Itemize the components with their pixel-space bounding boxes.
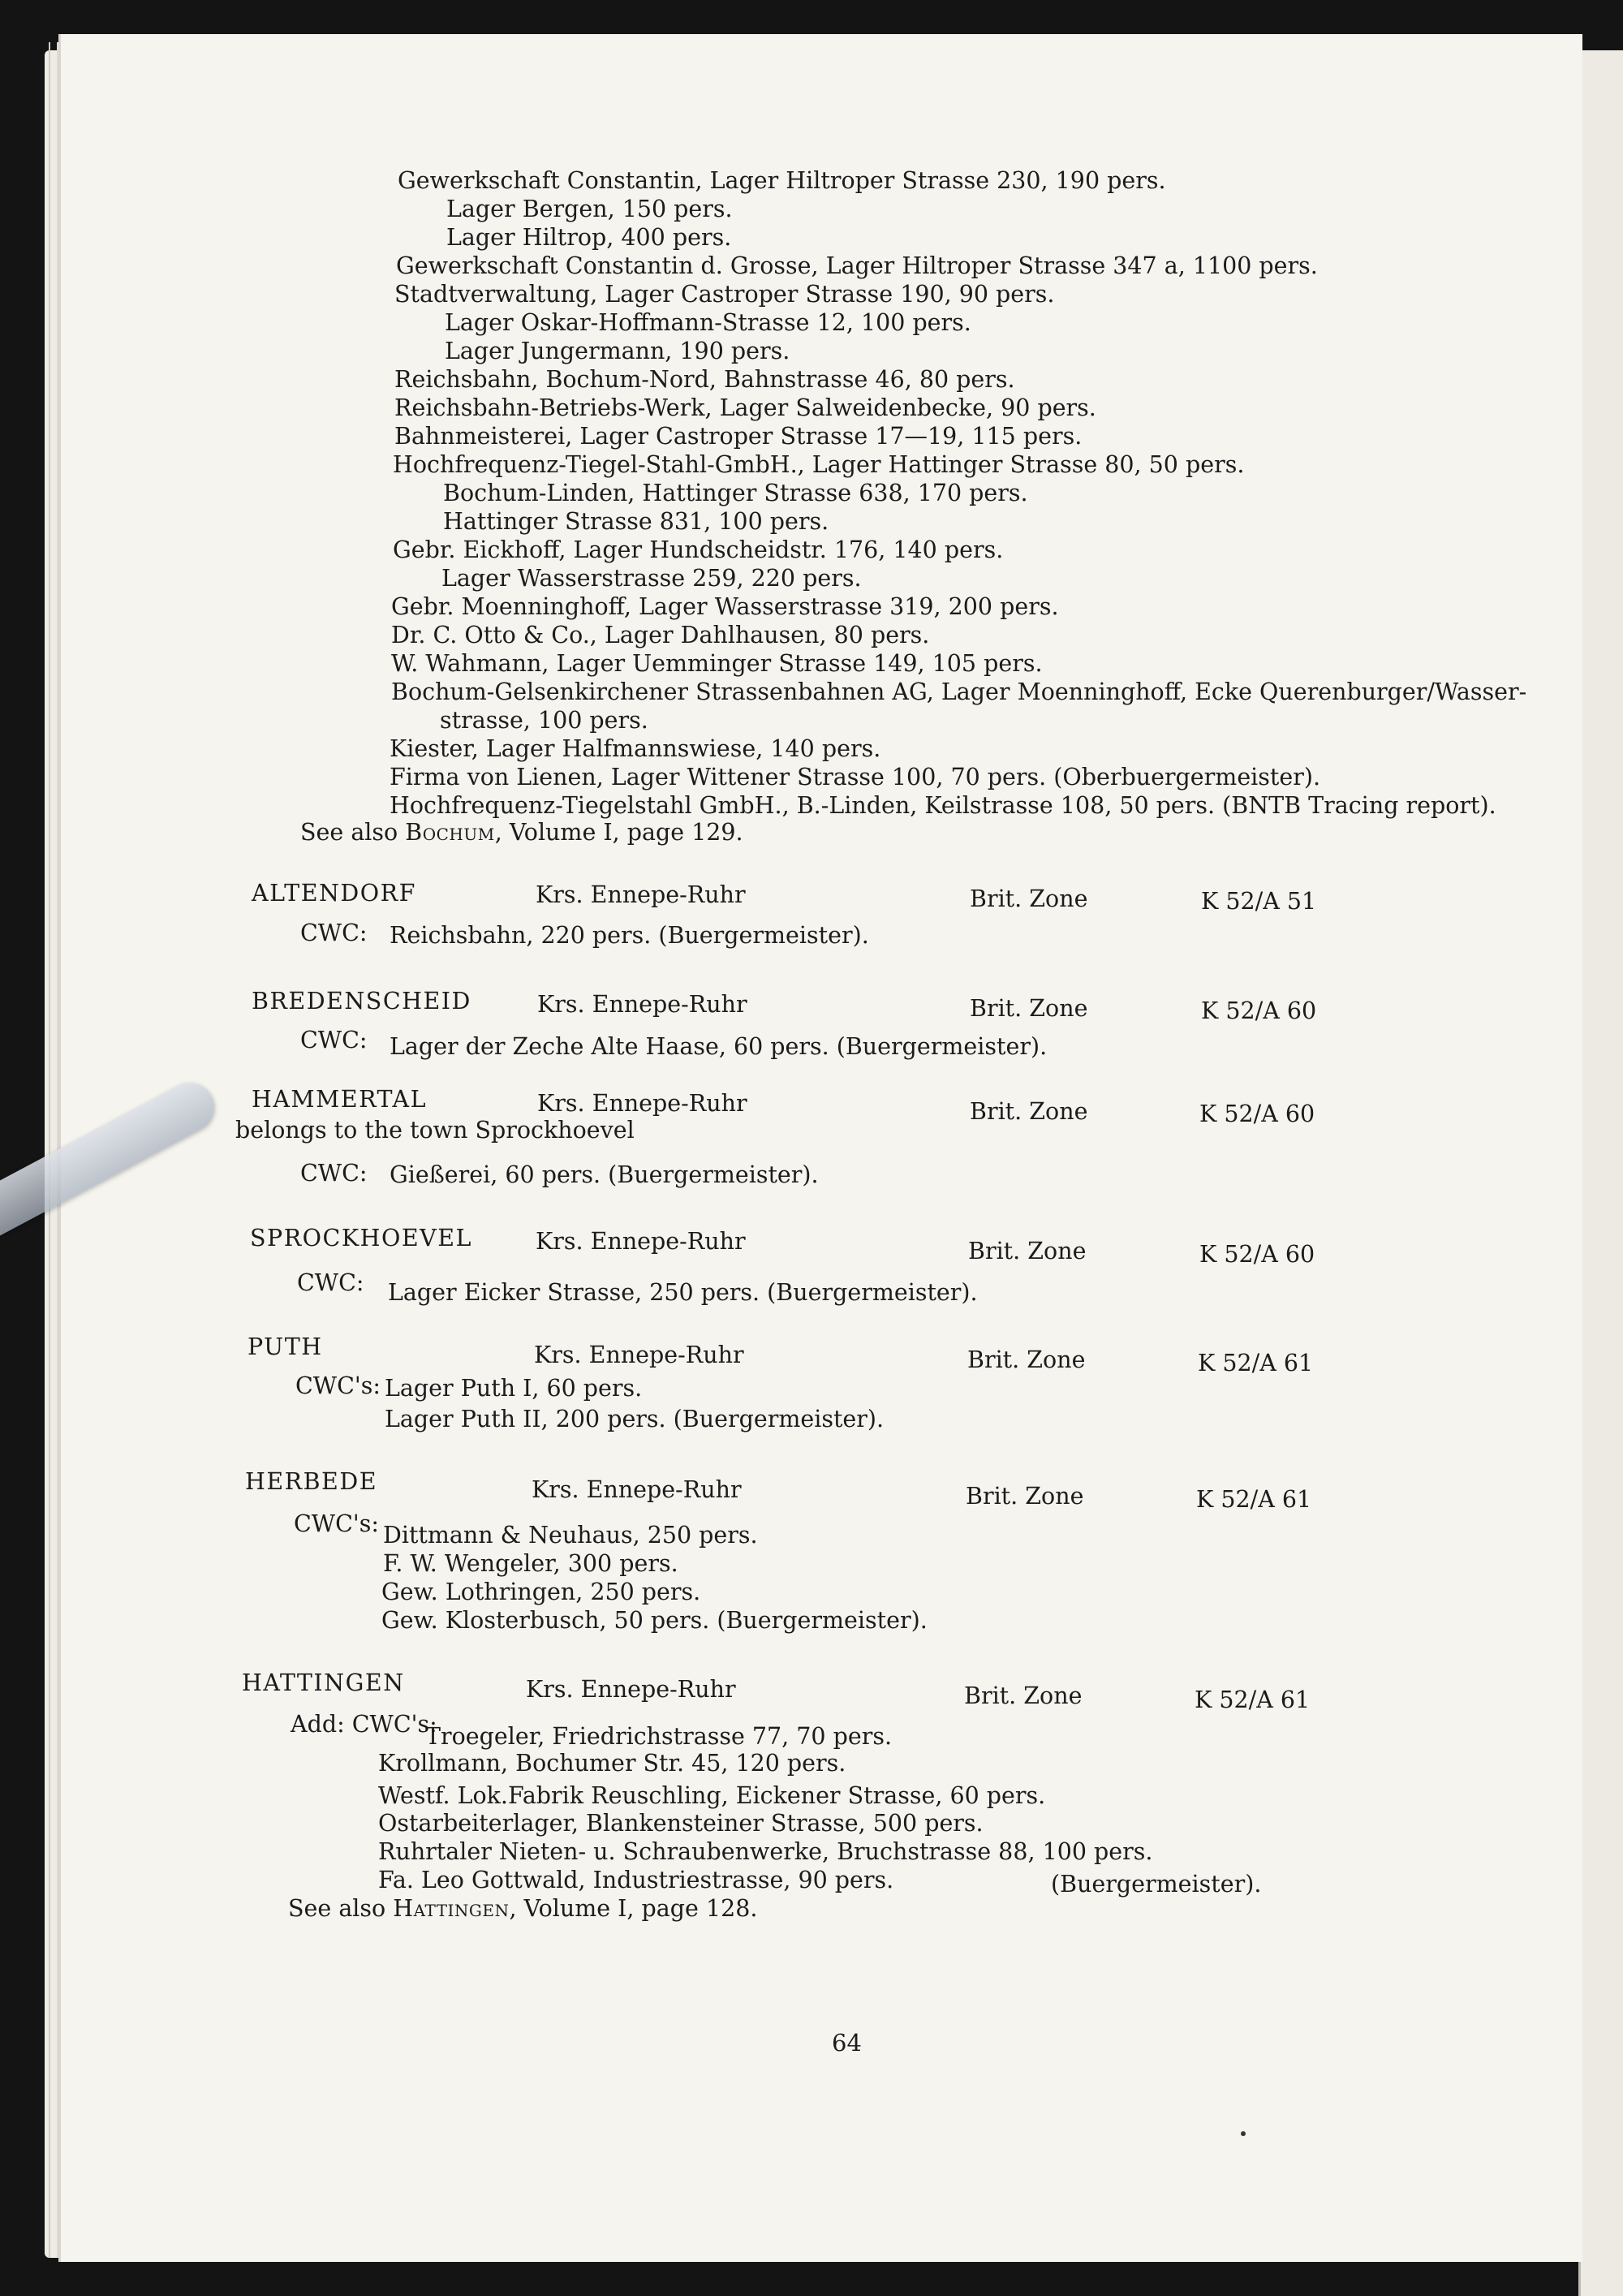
entry-district: Krs. Ennepe-Ruhr — [526, 1676, 736, 1703]
list-item: strasse, 100 pers. — [440, 707, 648, 734]
entry-place: HATTINGEN — [242, 1669, 405, 1696]
list-item: Lager Jungermann, 190 pers. — [445, 338, 790, 364]
entry-line: Fa. Leo Gottwald, Industriestrasse, 90 pers. — [378, 1867, 894, 1893]
entry-label: CWC's: — [295, 1372, 381, 1399]
entry-district: Krs. Ennepe-Ruhr — [534, 1342, 744, 1368]
entry-ref: K 52/A 61 — [1196, 1486, 1312, 1513]
list-item: Hattinger Strasse 831, 100 pers. — [443, 508, 829, 535]
entry-place: BREDENSCHEID — [252, 988, 471, 1014]
list-item: Reichsbahn, Bochum-Nord, Bahnstrasse 46, 80 pers. — [394, 366, 1015, 393]
entry-line: Troegeler, Friedrichstrasse 77, 70 pers. — [425, 1723, 893, 1750]
see-also-note: See also Hattingen, Volume I, page 128. — [288, 1895, 758, 1922]
list-item: Lager Wasserstrasse 259, 220 pers. — [441, 565, 862, 592]
list-item: W. Wahmann, Lager Uemminger Strasse 149, 105 pers. — [391, 650, 1043, 677]
entry-line: Reichsbahn, 220 pers. (Buergermeister). — [390, 922, 869, 949]
entry-line: F. W. Wengeler, 300 pers. — [383, 1550, 678, 1577]
entry-district: Krs. Ennepe-Ruhr — [537, 991, 747, 1018]
entry-place: HERBEDE — [245, 1468, 378, 1495]
entry-zone: Brit. Zone — [970, 995, 1088, 1022]
see-also-place: Bochum — [405, 819, 495, 846]
list-item: Lager Hiltrop, 400 pers. — [446, 224, 732, 251]
entry-line: Lager der Zeche Alte Haase, 60 pers. (Buergermeister). — [390, 1033, 1048, 1060]
list-item: Firma von Lienen, Lager Wittener Strasse 100, 70 pers. (Oberbuergermeister). — [390, 764, 1321, 790]
entry-place: SPROCKHOEVEL — [250, 1225, 472, 1251]
list-item: Stadtverwaltung, Lager Castroper Strasse 190, 90 pers. — [394, 281, 1055, 308]
list-item: Gebr. Moenninghoff, Lager Wasserstrasse 319, 200 pers. — [391, 593, 1059, 620]
entry-place: HAMMERTAL — [252, 1086, 428, 1113]
entry-ref: K 52/A 61 — [1198, 1350, 1314, 1376]
see-also-place: Hattingen — [393, 1895, 510, 1922]
entry-district: Krs. Ennepe-Ruhr — [537, 1090, 747, 1117]
entry-ref: K 52/A 60 — [1199, 1101, 1315, 1127]
entry-ref: K 52/A 51 — [1201, 888, 1317, 915]
list-item: Gewerkschaft Constantin d. Grosse, Lager Hiltroper Strasse 347 a, 1100 pers. — [396, 252, 1318, 279]
entry-line: Gießerei, 60 pers. (Buergermeister). — [390, 1161, 819, 1188]
entry-ref: K 52/A 60 — [1199, 1241, 1315, 1268]
entry-line: Ruhrtaler Nieten- u. Schraubenwerke, Bruchstrasse 88, 100 pers. — [378, 1838, 1153, 1865]
entry-label: CWC: — [300, 1027, 368, 1053]
page-number: 64 — [832, 2029, 862, 2057]
entry-line: Dittmann & Neuhaus, 250 pers. — [383, 1522, 758, 1549]
list-item: Bahnmeisterei, Lager Castroper Strasse 17—19, 115 pers. — [394, 423, 1083, 450]
entry-label: Add: CWC's: — [291, 1711, 437, 1738]
list-item: Kiester, Lager Halfmannswiese, 140 pers. — [390, 735, 881, 762]
entry-district: Krs. Ennepe-Ruhr — [532, 1476, 742, 1503]
list-item: Bochum-Gelsenkirchener Strassenbahnen AG, Lager Moenninghoff, Ecke Querenburger/Wasser- — [391, 678, 1527, 705]
entry-label: CWC: — [300, 920, 368, 946]
list-item: Lager Bergen, 150 pers. — [446, 196, 733, 222]
entry-label: CWC: — [300, 1160, 368, 1187]
entry-zone: Brit. Zone — [970, 1098, 1088, 1125]
entry-place: PUTH — [248, 1333, 323, 1360]
entry-line: Krollmann, Bochumer Str. 45, 120 pers. — [378, 1750, 846, 1777]
entry-line: Lager Puth I, 60 pers. — [385, 1375, 643, 1402]
entry-line: Lager Puth II, 200 pers. (Buergermeister). — [385, 1406, 885, 1432]
entry-label: CWC's: — [294, 1510, 379, 1537]
entry-line: Lager Eicker Strasse, 250 pers. (Buergermeister). — [388, 1279, 978, 1306]
entry-zone: Brit. Zone — [966, 1483, 1084, 1510]
entry-zone: Brit. Zone — [970, 885, 1088, 912]
list-item: Hochfrequenz-Tiegel-Stahl-GmbH., Lager Hattinger Strasse 80, 50 pers. — [393, 451, 1245, 478]
list-item: Lager Oskar-Hoffmann-Strasse 12, 100 pers. — [445, 309, 971, 336]
entry-ref: K 52/A 61 — [1195, 1686, 1311, 1713]
list-item: Reichsbahn-Betriebs-Werk, Lager Salweidenbecke, 90 pers. — [394, 394, 1096, 421]
entry-line-trailing: (Buergermeister). — [1051, 1871, 1262, 1898]
entry-zone: Brit. Zone — [968, 1238, 1087, 1264]
list-item: Hochfrequenz-Tiegelstahl GmbH., B.-Linden, Keilstrasse 108, 50 pers. (BNTB Tracing report). — [390, 792, 1496, 819]
list-item: Gewerkschaft Constantin, Lager Hiltroper Strasse 230, 190 pers. — [398, 167, 1166, 194]
entry-line: Gew. Klosterbusch, 50 pers. (Buergermeister). — [381, 1607, 928, 1634]
entry-note: belongs to the town Sprockhoevel — [235, 1117, 635, 1144]
entry-line: Gew. Lothringen, 250 pers. — [381, 1579, 701, 1605]
entry-place: ALTENDORF — [252, 880, 416, 907]
entry-line: Westf. Lok.Fabrik Reuschling, Eickener Strasse, 60 pers. — [378, 1782, 1046, 1809]
entry-district: Krs. Ennepe-Ruhr — [536, 1228, 746, 1255]
list-item: Gebr. Eickhoff, Lager Hundscheidstr. 176, 140 pers. — [393, 536, 1004, 563]
entry-zone: Brit. Zone — [964, 1682, 1083, 1709]
entry-district: Krs. Ennepe-Ruhr — [536, 881, 746, 908]
list-item: Bochum-Linden, Hattinger Strasse 638, 170 pers. — [443, 480, 1028, 506]
list-item: Dr. C. Otto & Co., Lager Dahlhausen, 80 pers. — [391, 622, 930, 648]
see-also-note: See also Bochum, Volume I, page 129. — [300, 819, 743, 846]
entry-label: CWC: — [297, 1269, 364, 1296]
entry-line: Ostarbeiterlager, Blankensteiner Strasse, 500 pers. — [378, 1810, 984, 1837]
ink-speck — [1241, 2131, 1246, 2136]
entry-ref: K 52/A 60 — [1201, 997, 1317, 1024]
entry-zone: Brit. Zone — [967, 1346, 1086, 1373]
